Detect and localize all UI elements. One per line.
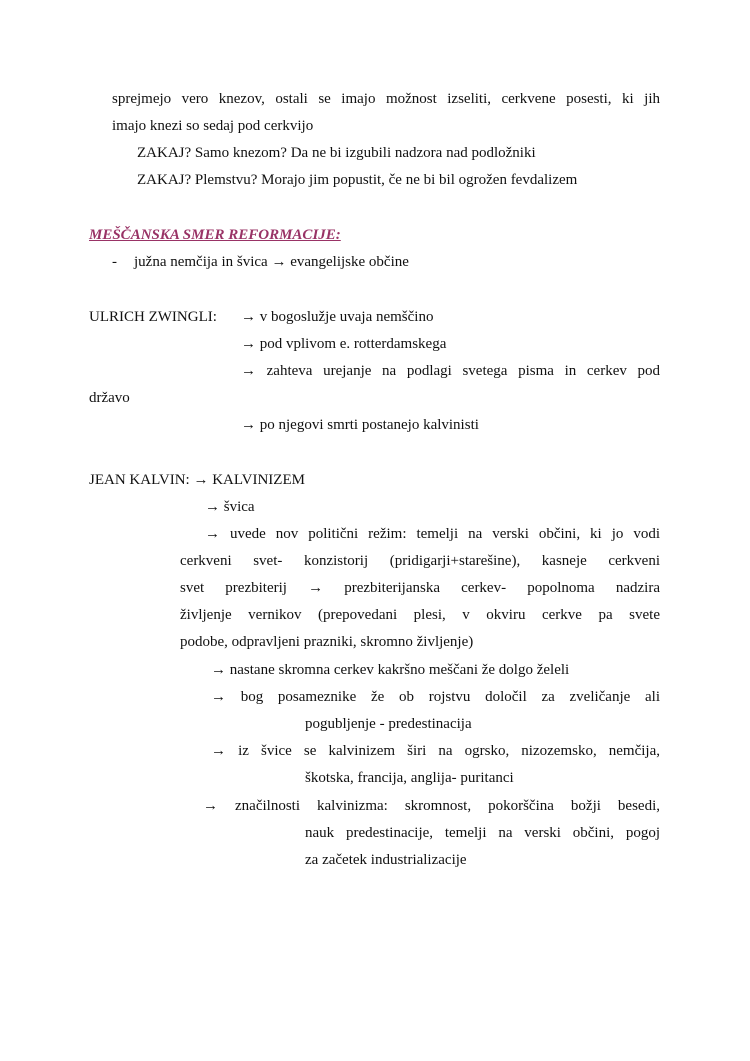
question-line: ZAKAJ? Samo knezom? Da ne bi izgubili nadzora nad podložniki xyxy=(137,145,536,161)
zwingli-point-cont: državo xyxy=(89,390,130,406)
kalvin-line: → nastane skromna cerkev kakršno meščani že dolgo želeli xyxy=(211,662,570,678)
kalvin-line: nauk predestinacije, temelji na verski občini, pogoj xyxy=(305,825,660,841)
kalvin-line: cerkveni svet- konzistorij (pridigarji+starešine), kasneje cerkveni xyxy=(180,553,660,569)
intro-line: sprejmejo vero knezov, ostali se imajo možnost izseliti, cerkvene posesti, ki jih xyxy=(112,91,660,107)
kalvin-line: življenje vernikov (prepovedani plesi, v okviru cerkve pa svete xyxy=(180,607,660,623)
kalvin-line: → bog posameznike že ob rojstvu določil za zveličanje ali xyxy=(211,689,660,705)
kalvin-line: podobe, odpravljeni prazniki, skromno življenje) xyxy=(180,634,474,650)
kalvin-line: pogubljenje - predestinacija xyxy=(305,716,472,732)
intro-line: imajo knezi so sedaj pod cerkvijo xyxy=(112,118,314,134)
zwingli-point: → po njegovi smrti postanejo kalvinisti xyxy=(241,417,479,433)
zwingli-point: → v bogoslužje uvaja nemščino xyxy=(241,309,434,325)
section-heading: MEŠČANSKA SMER REFORMACIJE: xyxy=(89,227,341,243)
zwingli-label: ULRICH ZWINGLI: xyxy=(89,309,217,325)
kalvin-line: → uvede nov politični režim: temelji na verski občini, ki jo vodi xyxy=(205,526,660,542)
kalvin-line: škotska, francija, anglija- puritanci xyxy=(305,770,514,786)
kalvin-line: svet prezbiterij → prezbiterijanska cerkev- popolnoma nadzira xyxy=(180,580,660,596)
zwingli-point: → zahteva urejanje na podlagi svetega pisma in cerkev pod xyxy=(241,363,660,379)
kalvin-line: → značilnosti kalvinizma: skromnost, pokorščina božji besedi, xyxy=(203,798,660,814)
kalvin-line: za začetek industrializacije xyxy=(305,852,467,868)
question-line: ZAKAJ? Plemstvu? Morajo jim popustit, če ne bi bil ogrožen fevdalizem xyxy=(137,172,578,188)
bullet-marker: - xyxy=(112,254,117,270)
zwingli-point: → pod vplivom e. rotterdamskega xyxy=(241,336,447,352)
bullet-item: južna nemčija in švica → evangelijske občine xyxy=(134,254,409,270)
kalvin-label: JEAN KALVIN: → KALVINIZEM xyxy=(89,472,305,488)
kalvin-line: → iz švice se kalvinizem širi na ogrsko, nizozemsko, nemčija, xyxy=(211,743,660,759)
kalvin-line: → švica xyxy=(205,499,255,515)
